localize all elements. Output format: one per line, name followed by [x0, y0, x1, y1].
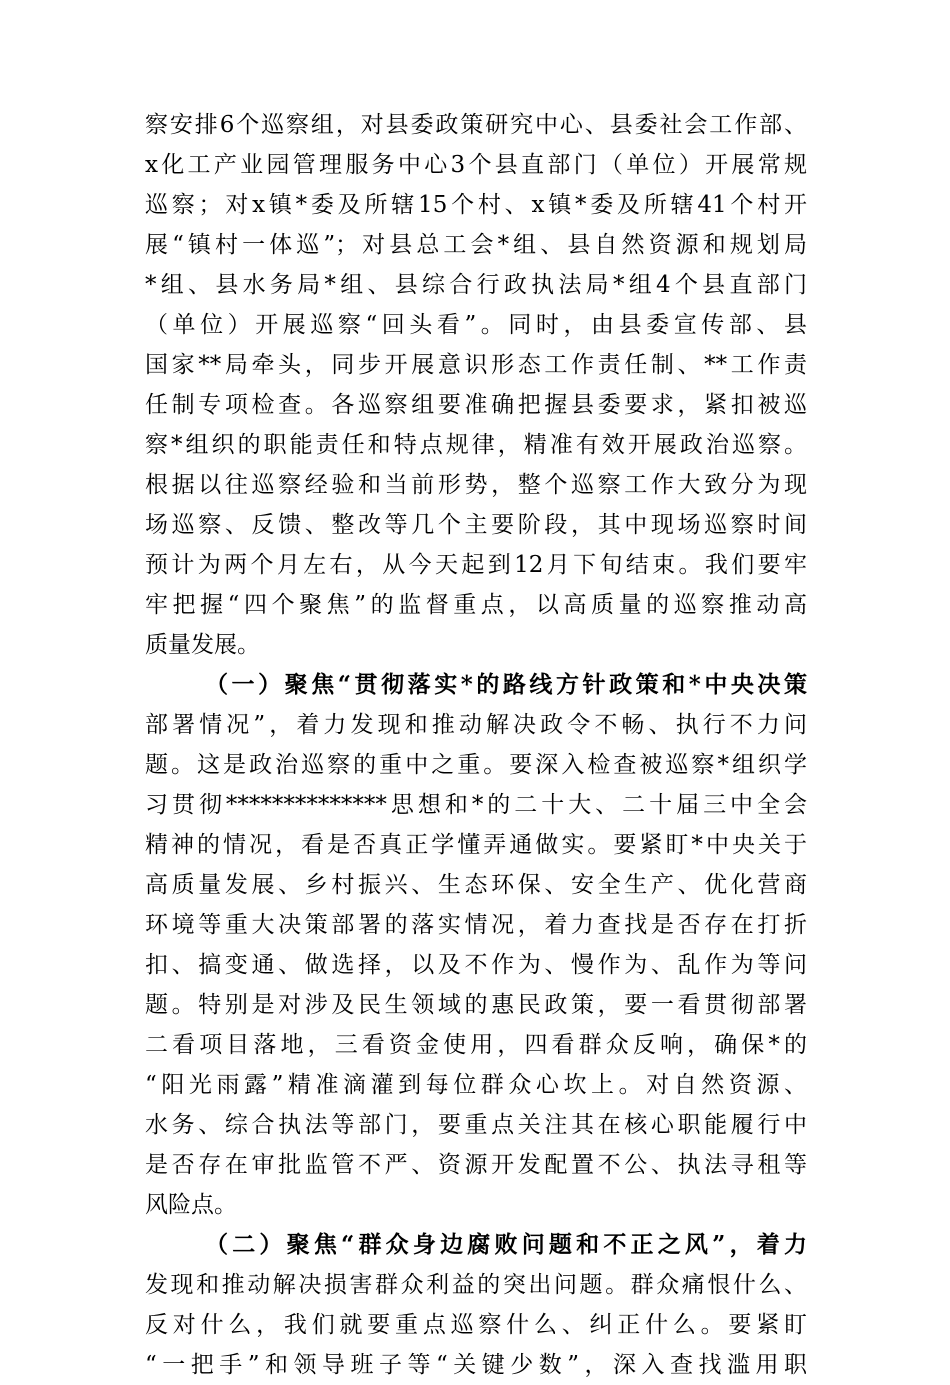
text-line: 习贯彻**************思想和*的二十大、二十届三中全会	[145, 792, 807, 818]
text-line: 预计为两个月左右，从今天起到12月下旬结束。我们要牢	[145, 552, 807, 578]
text-line: 环境等重大决策部署的落实情况，着力查找是否存在打折	[145, 912, 807, 938]
section-heading-line: （二）聚焦“群众身边腐败问题和不正之风”，着力	[205, 1231, 807, 1258]
text-line: 是否存在审批监管不严、资源开发配置不公、执法寻租等	[145, 1152, 807, 1178]
text-line: 发现和推动解决损害群众利益的突出问题。群众痛恨什么、	[145, 1272, 807, 1298]
text-line: （单位）开展巡察“回头看”。同时，由县委宣传部、县	[145, 312, 807, 338]
text-line: 任制专项检查。各巡察组要准确把握县委要求，紧扣被巡	[145, 392, 807, 418]
text-line: 高质量发展、乡村振兴、生态环保、安全生产、优化营商	[145, 872, 807, 898]
text-line: *组、县水务局*组、县综合行政执法局*组4个县直部门	[145, 272, 807, 298]
text-line: 反对什么，我们就要重点巡察什么、纠正什么。要紧盯	[145, 1312, 807, 1338]
text-line: 展“镇村一体巡”；对县总工会*组、县自然资源和规划局	[145, 232, 807, 258]
text-line: 题。特别是对涉及民生领域的惠民政策，要一看贯彻部署	[145, 992, 807, 1018]
text-line: 国家**局牵头，同步开展意识形态工作责任制、**工作责	[145, 352, 807, 378]
text-line: 扣、搞变通、做选择，以及不作为、慢作为、乱作为等问	[145, 952, 807, 978]
text-line: 题。这是政治巡察的重中之重。要深入检查被巡察*组织学	[145, 752, 807, 778]
text-line: 巡察；对x镇*委及所辖15个村、x镇*委及所辖41个村开	[145, 192, 807, 218]
text-line: 场巡察、反馈、整改等几个主要阶段，其中现场巡察时间	[145, 512, 807, 538]
text-line: “一把手”和领导班子等“关键少数”，深入查找滥用职	[145, 1352, 807, 1378]
paragraph-end-line: 风险点。	[145, 1192, 237, 1218]
text-line: “阳光雨露”精准滴灌到每位群众心坎上。对自然资源、	[145, 1072, 807, 1098]
text-line: 精神的情况，看是否真正学懂弄通做实。要紧盯*中央关于	[145, 832, 807, 858]
text-line: 二看项目落地，三看资金使用，四看群众反响，确保*的	[145, 1032, 807, 1058]
document-page	[145, 105, 807, 1385]
text-line: 察安排6个巡察组，对县委政策研究中心、县委社会工作部、	[145, 112, 807, 138]
text-line: 部署情况”，着力发现和推动解决政令不畅、执行不力问	[145, 712, 807, 738]
text-line: 牢把握“四个聚焦”的监督重点，以高质量的巡察推动高	[145, 592, 807, 618]
text-line: 根据以往巡察经验和当前形势，整个巡察工作大致分为现	[145, 472, 807, 498]
text-line: x化工产业园管理服务中心3个县直部门（单位）开展常规	[145, 152, 807, 178]
paragraph-end-line: 质量发展。	[145, 632, 260, 658]
text-line: 水务、综合执法等部门，要重点关注其在核心职能履行中	[145, 1112, 807, 1138]
section-heading-line: （一）聚焦“贯彻落实*的路线方针政策和*中央决策	[205, 671, 807, 698]
text-line: 察*组织的职能责任和特点规律，精准有效开展政治巡察。	[145, 432, 807, 458]
